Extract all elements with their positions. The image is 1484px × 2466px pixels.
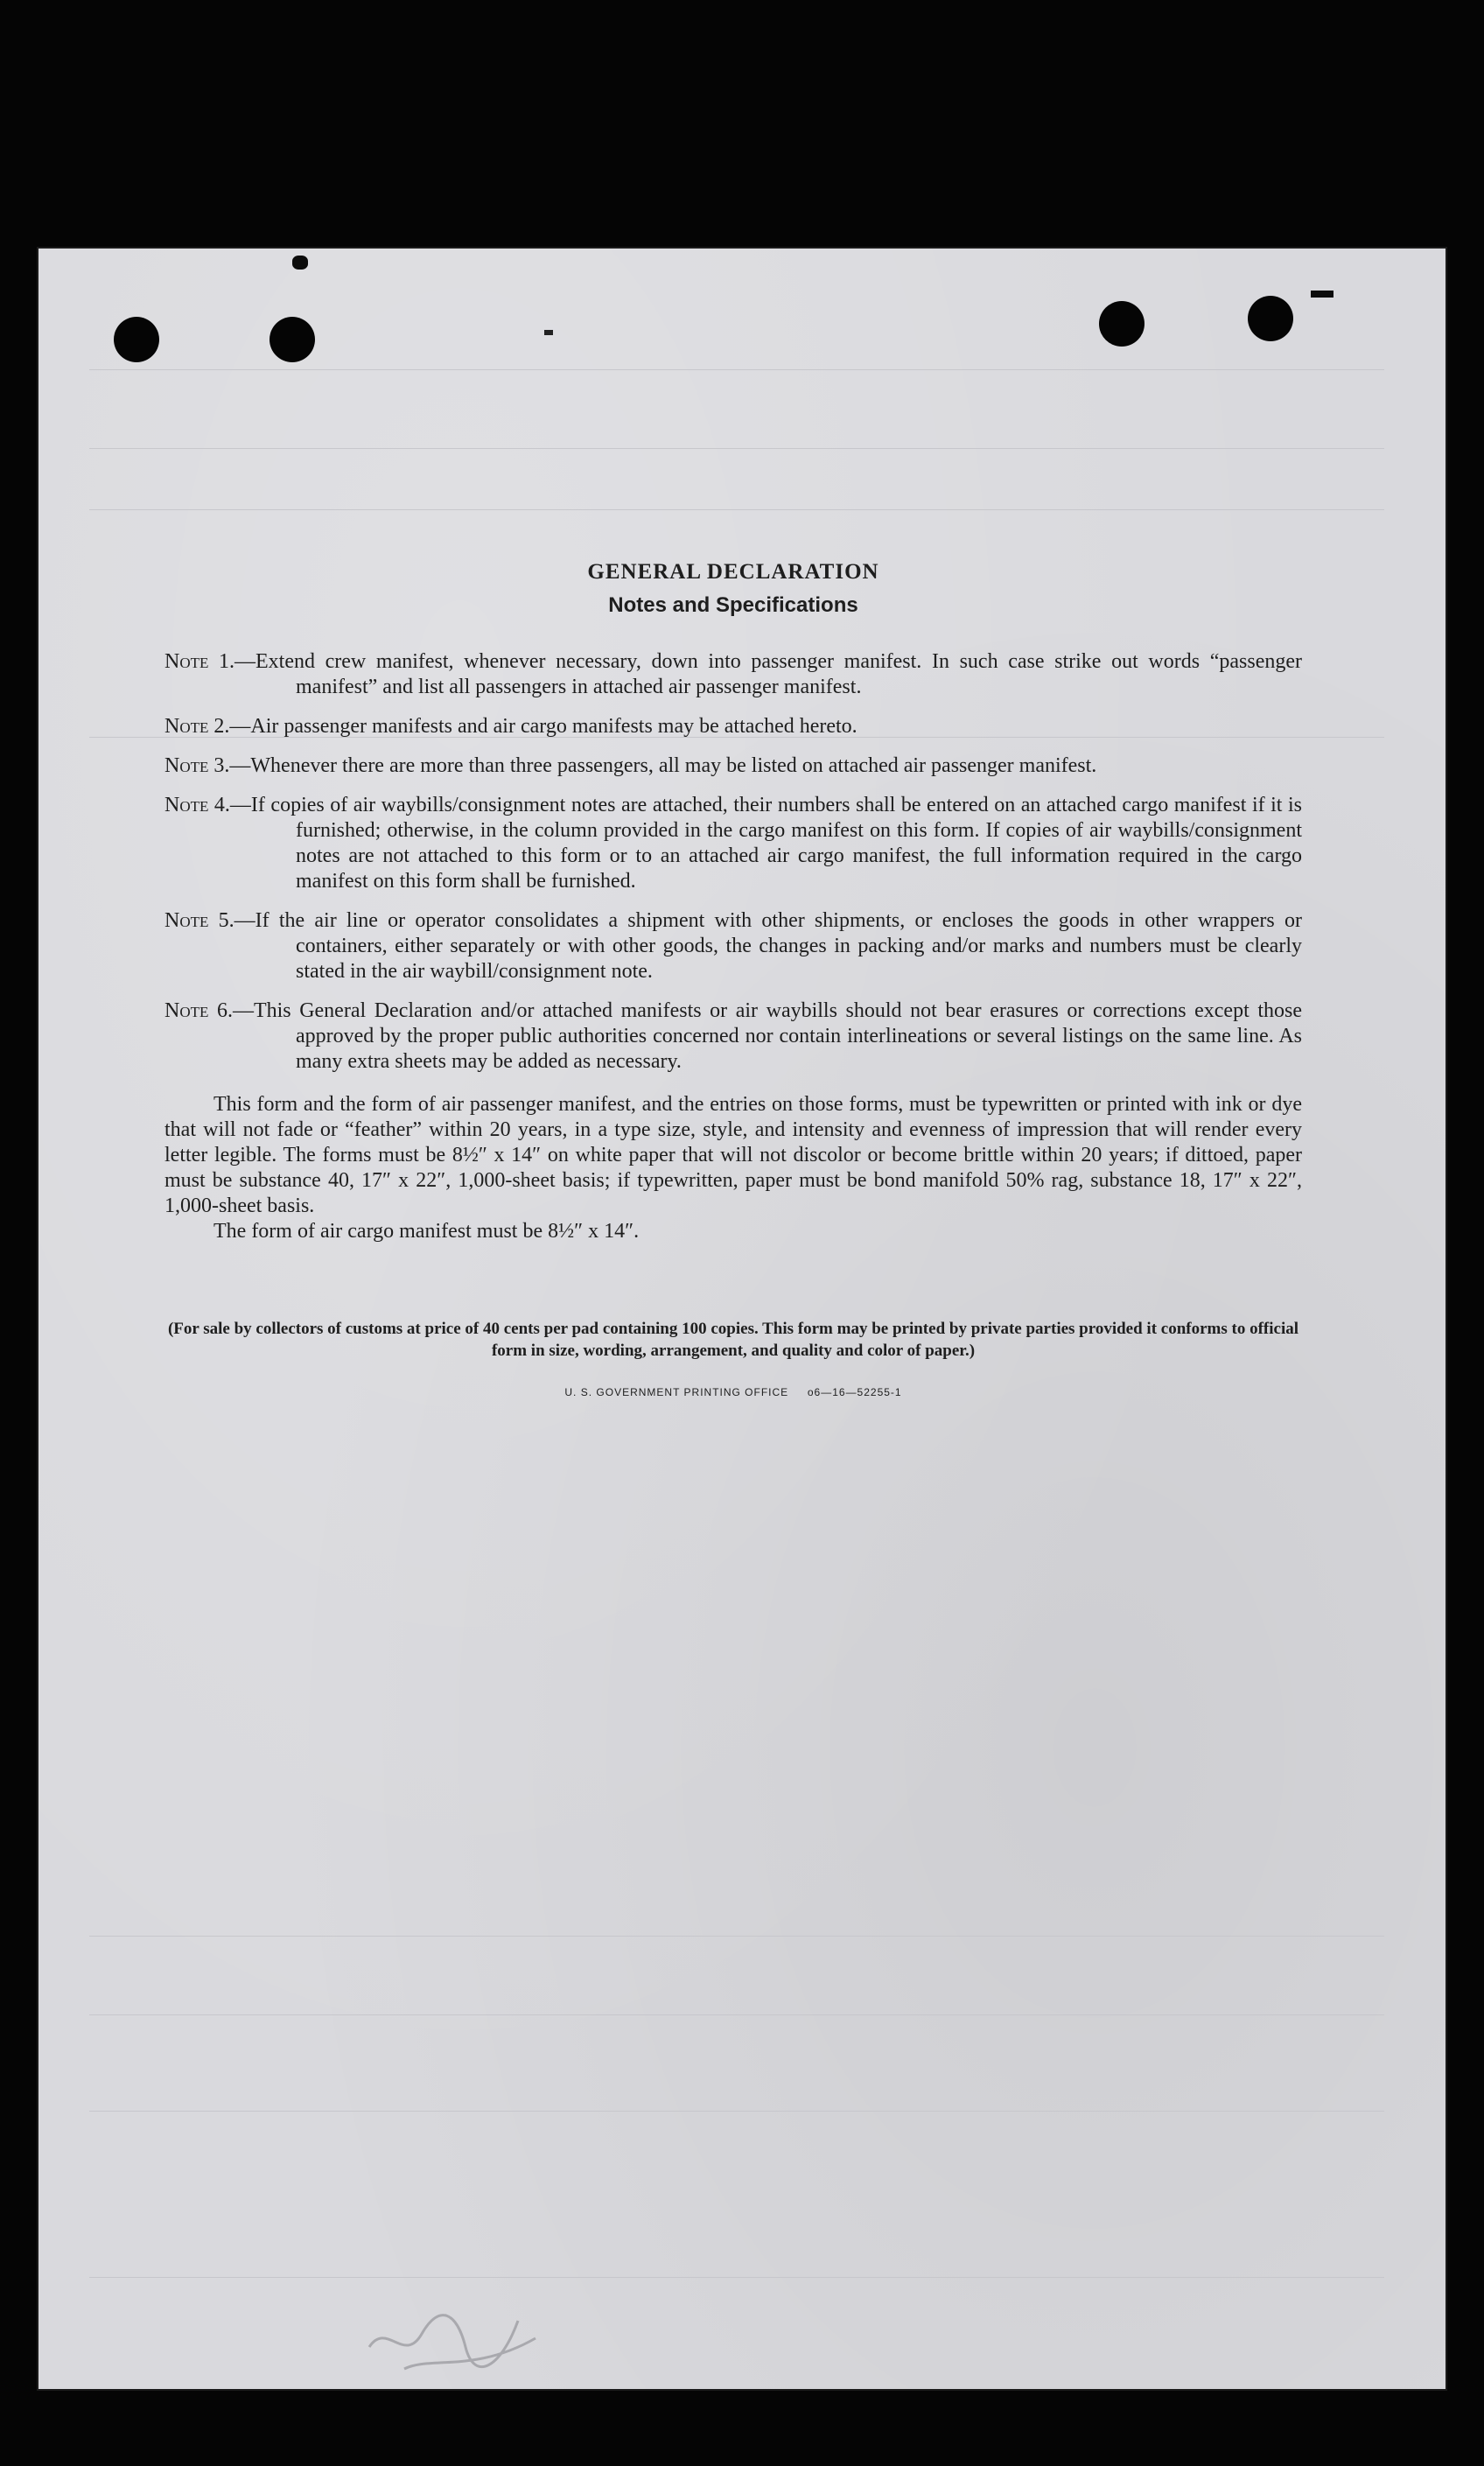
- punch-hole-1: [114, 317, 159, 362]
- notes-content: [164, 560, 1302, 1398]
- note-2: Note 2.—Air passenger manifests and air cargo manifests may be attached hereto.: [164, 715, 858, 738]
- bleed-through-line: [89, 1936, 1384, 1937]
- bleed-through-line: [89, 448, 1384, 449]
- printing-office: U. S. GOVERNMENT PRINTING OFFICE: [564, 1386, 789, 1398]
- form-specification-paragraph: This form and the form of air passenger manifest, and the entries on those forms, must be typewritten or printed with ink or dye that will not fade or “feather” within 20 years, in a type size, style, and intensity and evenness of impression that will render every letter legible. The forms must be 8½″ x 14″ on white paper that will not discolor or become brittle within 20 years; if dittoed, paper must be substance 40, 17″ x 22″, 1,000-sheet basis; if typewritten, paper must be bond manifold 50% rag, substance 18, 17″ x 22″, 1,000-sheet basis.: [164, 1093, 1302, 1217]
- document-subtitle: Notes and Specifications: [608, 593, 858, 617]
- note-label: Note 3.: [164, 754, 230, 777]
- note-label: Note 6.: [164, 999, 233, 1022]
- note-text: This General Declaration and/or attached manifests or air waybills should not bear erasures or corrections except those approved by the proper public authorities concerned nor contain interlineations or several listings on the same line. As many extra sheets may be added as necessary.: [253, 999, 1302, 1073]
- note-1: Note 1.—Extend crew manifest, whenever necessary, down into passenger manifest. In such case strike out words “passenger manifest” and list all passengers in attached air passenger manifest.: [164, 650, 1302, 698]
- sale-notice: (For sale by collectors of customs at price of 40 cents per pad containing 100 copies. This form may be printed by private parties provided it conforms to official form in size, wording, arrangement, and quality and color of paper.): [167, 1320, 1299, 1360]
- note-label: Note 5.: [164, 909, 234, 932]
- note-3: Note 3.—Whenever there are more than three passengers, all may be listed on attached air passenger manifest.: [164, 754, 1097, 777]
- note-label: Note 4.: [164, 794, 230, 816]
- note-label: Note 2.: [164, 715, 230, 738]
- note-text: If the air line or operator consolidates a shipment with other shipments, or encloses the goods in other wrappers or containers, either separately or with other goods, the changes in packing and/or marks and numbers must be clearly stated in the air waybill/consignment note.: [255, 909, 1302, 983]
- signature-scribble: [352, 2286, 562, 2382]
- note-5: Note 5.—If the air line or operator consolidates a shipment with other shipments, or encloses the goods in other wrappers or containers, either separately or with other goods, the changes in packing and/or marks and numbers must be clearly stated in the air waybill/consignment note.: [164, 909, 1302, 983]
- note-6: Note 6.—This General Declaration and/or attached manifests or air waybills should not bear erasures or corrections except those approved by the proper public authorities concerned nor contain interlineations or several listings on the same line. As many extra sheets may be added as necessary.: [164, 999, 1302, 1073]
- note-text: If copies of air waybills/consignment notes are attached, their numbers shall be entered on an attached cargo manifest if it is furnished; otherwise, in the column provided in the cargo manifest on this form. If copies of air waybills/consignment notes are not attached to this form or to an attached air cargo manifest, the full information required in the cargo manifest on this form shall be furnished.: [250, 794, 1303, 893]
- bleed-through-line: [89, 369, 1384, 370]
- cargo-manifest-size-line: The form of air cargo manifest must be 8½″ x 14″.: [214, 1220, 640, 1243]
- print-code: o6—16—52255-1: [807, 1386, 902, 1398]
- document-title: GENERAL DECLARATION: [587, 560, 879, 584]
- bleed-through-line: [89, 2014, 1384, 2015]
- note-text: Air passenger manifests and air cargo manifests may be attached hereto.: [250, 715, 858, 738]
- note-label: Note 1.: [164, 650, 235, 673]
- bleed-through-line: [89, 2111, 1384, 2112]
- note-4: Note 4.—If copies of air waybills/consignment notes are attached, their numbers shall be entered on an attached cargo manifest if it is furnished; otherwise, in the column provided in the cargo manifest on this form. If copies of air waybills/consignment notes are not attached to this form or to an attached air cargo manifest, the full information required in the cargo manifest on this form shall be furnished.: [164, 794, 1303, 893]
- punch-hole-2: [270, 317, 315, 362]
- ink-speck: [1311, 291, 1334, 298]
- punch-hole-4: [1248, 296, 1293, 341]
- bleed-through-line: [89, 509, 1384, 510]
- bleed-through-line: [89, 2277, 1384, 2278]
- punch-hole-3: [1099, 301, 1144, 347]
- note-text: Whenever there are more than three passengers, all may be listed on attached air passenger manifest.: [250, 754, 1097, 777]
- ink-speck: [292, 256, 308, 270]
- ink-speck: [544, 330, 553, 335]
- printing-office-line: [164, 1386, 1302, 1398]
- note-text: Extend crew manifest, whenever necessary, down into passenger manifest. In such case strike out words “passenger manifest” and list all passengers in attached air passenger manifest.: [256, 650, 1302, 698]
